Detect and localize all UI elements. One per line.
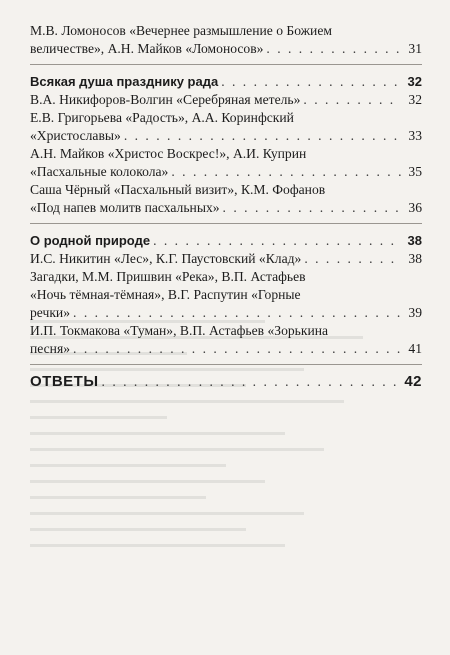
leader-dots [304, 250, 401, 268]
toc-entry-text: И.П. Токмакова «Туман», В.П. Астафьев «Зорькина [30, 323, 329, 338]
toc-entry-text: А.Н. Майков «Христос Воскрес!», А.И. Куприн [30, 146, 307, 161]
toc-entry-grigorieva[interactable] [30, 109, 422, 145]
toc-entry-cherny[interactable] [30, 181, 422, 217]
section-title: ОТВЕТЫ [30, 373, 99, 390]
toc-entry-text: Е.В. Григорьева «Радость», А.А. Коринфский [30, 110, 294, 125]
toc-entry-lomonosov[interactable] [30, 22, 422, 58]
toc-entry-text: «Ночь тёмная-тёмная», В.Г. Распутин «Горные [30, 287, 301, 302]
toc-entry-nikitin[interactable] [30, 250, 422, 268]
toc-page-number: 32 [408, 92, 422, 107]
section-divider [30, 64, 422, 65]
section-divider [30, 223, 422, 224]
toc-section-nature[interactable] [30, 232, 422, 250]
toc-entry-text: М.В. Ломоносов «Вечернее размышление о Божием [30, 23, 332, 38]
toc-entry-riddles[interactable] [30, 268, 422, 322]
toc-page-number: 32 [407, 74, 422, 89]
toc-entry-text: «Пасхальные колокола» [30, 164, 169, 179]
toc-entry-text: «Под напев молитв пасхальных» [30, 200, 220, 215]
toc-page-number: 41 [408, 341, 422, 356]
toc-entry-text: Саша Чёрный «Пасхальный визит», К.М. Фофанов [30, 182, 326, 197]
leader-dots [124, 127, 401, 145]
leader-dots [303, 91, 401, 109]
toc-page-number: 42 [404, 373, 422, 390]
toc-entry-nikiforov[interactable] [30, 91, 422, 109]
toc-page-number: 38 [408, 251, 422, 266]
toc-page-number: 35 [408, 164, 422, 179]
leader-dots [171, 163, 401, 181]
toc-page-number: 39 [408, 305, 422, 320]
leader-dots [266, 40, 401, 58]
toc-page-number: 38 [407, 233, 422, 248]
toc-page-number: 33 [408, 128, 422, 143]
section-title: О родной природе [30, 233, 151, 248]
leader-dots [153, 232, 401, 250]
section-title: Всякая душа празднику рада [30, 74, 219, 89]
toc-entry-text: И.С. Никитин «Лес», К.Г. Паустовский «Клад» [30, 251, 302, 266]
leader-dots [223, 199, 401, 217]
toc-entry-text: величестве», А.Н. Майков «Ломоносов» [30, 41, 264, 56]
show-through-reverse-page [30, 320, 422, 640]
toc-page-number: 31 [408, 41, 422, 56]
toc-entry-text: речки» [30, 305, 71, 320]
toc-section-holiday[interactable] [30, 73, 422, 91]
toc-entry-maikov[interactable] [30, 145, 422, 181]
toc-entry-text: «Христославы» [30, 128, 121, 143]
toc-entry-text: песня» [30, 341, 71, 356]
toc-page-number: 36 [408, 200, 422, 215]
toc-entry-text: Загадки, М.М. Пришвин «Река», В.П. Астафьев [30, 269, 306, 284]
toc-entry-text: В.А. Никифоров-Волгин «Серебряная метель» [30, 92, 301, 107]
leader-dots [221, 73, 401, 91]
